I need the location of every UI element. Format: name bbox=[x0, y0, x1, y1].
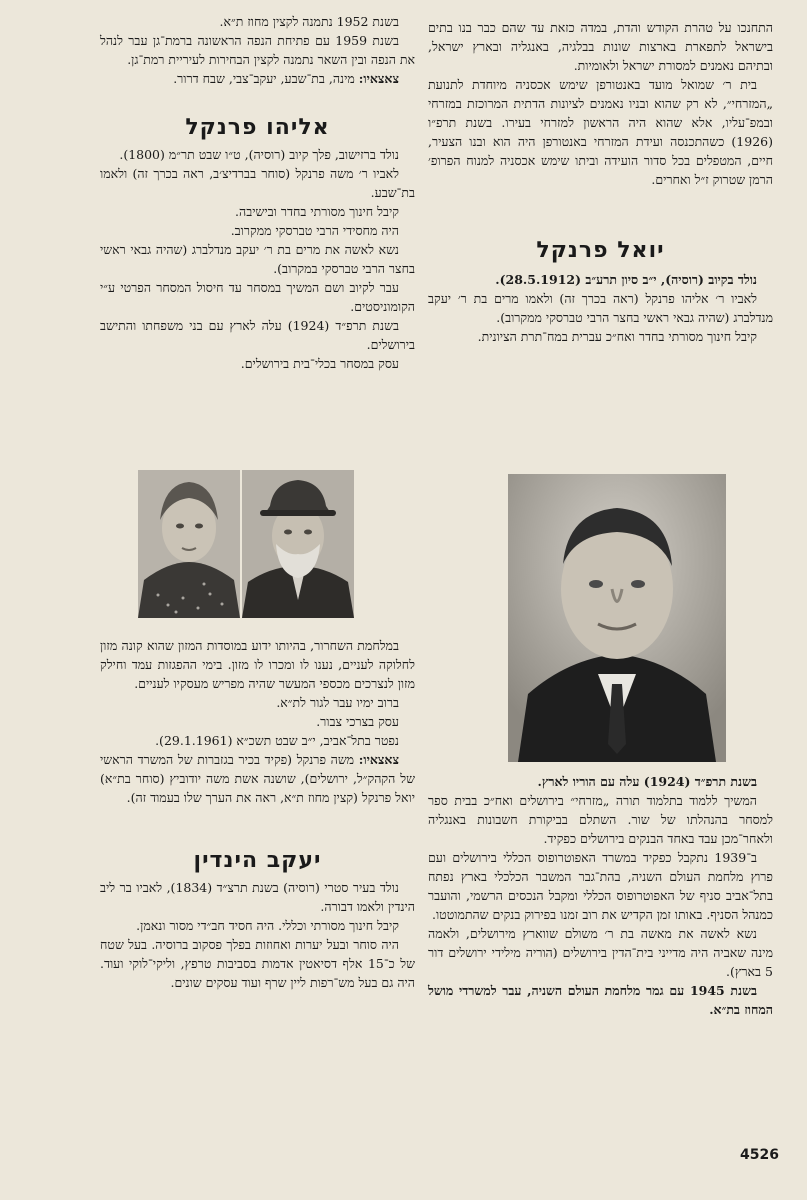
portrait-man-image bbox=[242, 470, 354, 618]
descendants-label: צאצאיו: bbox=[358, 71, 399, 86]
paragraph: עבר לקיוב ושם המשיך במסחר עד חיסול המסחר הפרטי ע״י הקומוניסטים. bbox=[100, 280, 415, 314]
paragraph: ב־1939 נתקבל כפקיד במשרד האפוטרופוס הכללי בירושלים ועם פרוץ מלחמת העולם השניה, בהת־גבר המשבר הכלכלי בארץ נפתח בתל־אביב סניף של האפוטרופוס הכללי ומקבל הנכסים הרשמי, והועבר כמנהל הסניף. באותו זמן הקדיש את רוב זמנו בפירוק בנקים שהתמוטטו. bbox=[428, 850, 773, 922]
descendants-line bbox=[100, 750, 415, 807]
descendants-label: צאצאיו: bbox=[358, 752, 399, 767]
paragraph: נפטר בתל־אביב, י״ב שבט תשכ״א (29.1.1961). bbox=[155, 733, 399, 748]
right-column-lower bbox=[428, 772, 773, 1019]
paragraph: בשנת 1945 עם גמר מלחמת העולם השניה, עבר למשרדי מושל המחוז בת״א. bbox=[428, 983, 773, 1017]
paragraph: התחנכו על טהרת הקודש והדת, במדה כזאת עד שהם כבר בנו בתים בישראל לתפארת בארצות שונות בבלגיה, באנגליה ובארץ ישראל, ובתיהם נאמנים למסורת ישראל ולאומיות. bbox=[428, 20, 773, 73]
paragraph: בשנת תרפ״ד (1924) עלה עם הוריו לארץ. bbox=[537, 774, 757, 789]
paragraph: בשנת תרפ״ד (1924) עלה לארץ עם בני משפחתו והתישב בירושלים. bbox=[100, 318, 415, 352]
paragraph: לאביו ר׳ אליהו פרנקל (ראה בכרך זה) ולאמו מרים בת ר׳ יעקב מנדלברג (שהיה גבאי ראשי בחצר הרבי טברסקי ממקרוב). bbox=[428, 291, 773, 325]
paragraph: קיבל חינוך מסורתי בחדר ואח״כ עברית במח־תרת הציונית. bbox=[477, 329, 757, 344]
left-column-lower bbox=[100, 636, 415, 992]
portrait-joel-frankel-image bbox=[508, 474, 726, 762]
left-column bbox=[100, 12, 415, 373]
page-number: 4526 bbox=[740, 1147, 779, 1163]
paragraph: קיבל חינוך מסורתי בחדר ובישיבה. bbox=[235, 204, 399, 219]
paragraph: נשא לאשה את מרים בת ר׳ יעקב מנדלברג (שהיה גבאי ראשי בחצר הרבי טברסקי במקרוב). bbox=[100, 242, 415, 276]
heading-yaakov-hindin: יעקב הינדין bbox=[193, 848, 322, 873]
portrait-photo-joel-frankel bbox=[508, 474, 726, 762]
portrait-woman-image bbox=[138, 470, 240, 618]
portrait-photo-woman bbox=[138, 470, 240, 618]
paragraph: נולד בקיוב (רוסיה), י״ב סיון תרע״ב (28.5.1912). bbox=[495, 272, 757, 287]
paragraph: נולד ברזישוב, פלך קיוב (רוסיה), ט״ו שבט תר״מ (1800). bbox=[119, 147, 399, 162]
paragraph: בשנת 1959 עם פתיחת הנפה הראשונה ברמת־גן עבר לנהל את הנפה ובין השאר נתמנה לקצין הבחירות לעיריית רמת־גן. bbox=[100, 33, 415, 67]
paragraph: המשיך ללמוד בתלמוד תורה „מזרחי״ בירושלים ואח״כ בבית ספר למסחר בהנהלתו של שור. השתלם בביקורת חשבונות באנגליה ולאחר־מכן עבד באחד הבנקים בירושלים כפקיד. bbox=[428, 793, 773, 846]
paragraph: קיבל חינוך מסורתי וכללי. היה חסיד חב״די מסור ונאמן. bbox=[136, 918, 399, 933]
paragraph: נולד בעיר סטרי (רוסיה) בשנת תרצ״ד (1834), לאביו בר ליב הינדין ולאמו דבורה. bbox=[100, 880, 415, 914]
paragraph: במלחמת השחרור, בהיותו ידוע במוסדות המזון שהוא קונה מזון לחלוקה לעניים, נענו לו ומכרו לו מזון. בימי ההפגזות עמד וחילק מזון לנצרכים מכספי המעשר שהיה מפריש מעסקיו לעניים. bbox=[100, 638, 415, 691]
portrait-photo-eliyahu-frankel bbox=[242, 470, 354, 618]
paragraph: ברוב ימיו עבר לגור לת״א. bbox=[276, 695, 399, 710]
paragraph: בשנת 1952 נתמנה לקצין מחוז ת״א. bbox=[219, 14, 399, 29]
paragraph: עסק בצרכי צבור. bbox=[316, 714, 399, 729]
paragraph: בית ר׳ שמואל מועד באנטורפן שימש אכסניה מיוחדת לתנועת „המזרחי״, לא רק שהוא ובניו נאמנים לציונות הדתית המרוכזת במזרחי ובמפ־עליו, אלא שהוא היה הראשון למזרחי בעירו. בשנת תרפ״ו (1926) כשהתכנסה ועידת המזרחי באנטורפן היה הוא ובנו הצעיר, חיים, המטפלים בכל סדור הועידה וביתו שימש אכסניה למנוח הפרופ׳ הרמן שטרוק ז״ל ואחרים. bbox=[428, 77, 773, 187]
right-column bbox=[428, 18, 773, 346]
paragraph: היה מחסידי הרבי טברסקי ממקרוב. bbox=[230, 223, 399, 238]
paragraph: היה סוחר ובעל יערות ואחוזות בפלך פסקוב ברוסיה. בעל שטח של כ־15 אלף דסיאטין אדמות בסביבות טרפץ, וליקי־לוקי ועוד. היה גם בעל מש־רפות ליין שרף ועוד עסקים שונים. bbox=[100, 937, 415, 990]
heading-eliyahu-frankel: אליהו פרנקל bbox=[185, 115, 330, 140]
paragraph: נשא לאשה את מאשה בת ר׳ משולם שווארץ מירושלים, ולאמה מינה שאביה היה מדייני בית־הדין בירושלים (הוריה מילידי ירושלים דור 5 בארץ). bbox=[428, 926, 773, 979]
paragraph: לאביו ר׳ משה פרנקל (סוחר בברדיצ׳ב, ראה בכרך זה) ולאמו בת־שבע. bbox=[100, 166, 415, 200]
descendants-text: משה פרנקל (פקיד בכיר בגזברות של המשרד הראשי של הקהק״ל, ירושלים), שושנה אשת משה יודוביץ (סוחר בת״א) יואל פרנקל (קצין מחוז ת״א, ראה את הערך שלו בעמוד זה). bbox=[100, 752, 415, 805]
paragraph: עסק במסחר בכלי־בית בירושלים. bbox=[240, 356, 399, 371]
descendants-line bbox=[100, 69, 415, 88]
heading-joel-frankel: יואל פרנקל bbox=[536, 238, 665, 263]
descendants-text: מינה, בת־שבע, יעקב־צבי, שבח דרור. bbox=[173, 71, 355, 86]
